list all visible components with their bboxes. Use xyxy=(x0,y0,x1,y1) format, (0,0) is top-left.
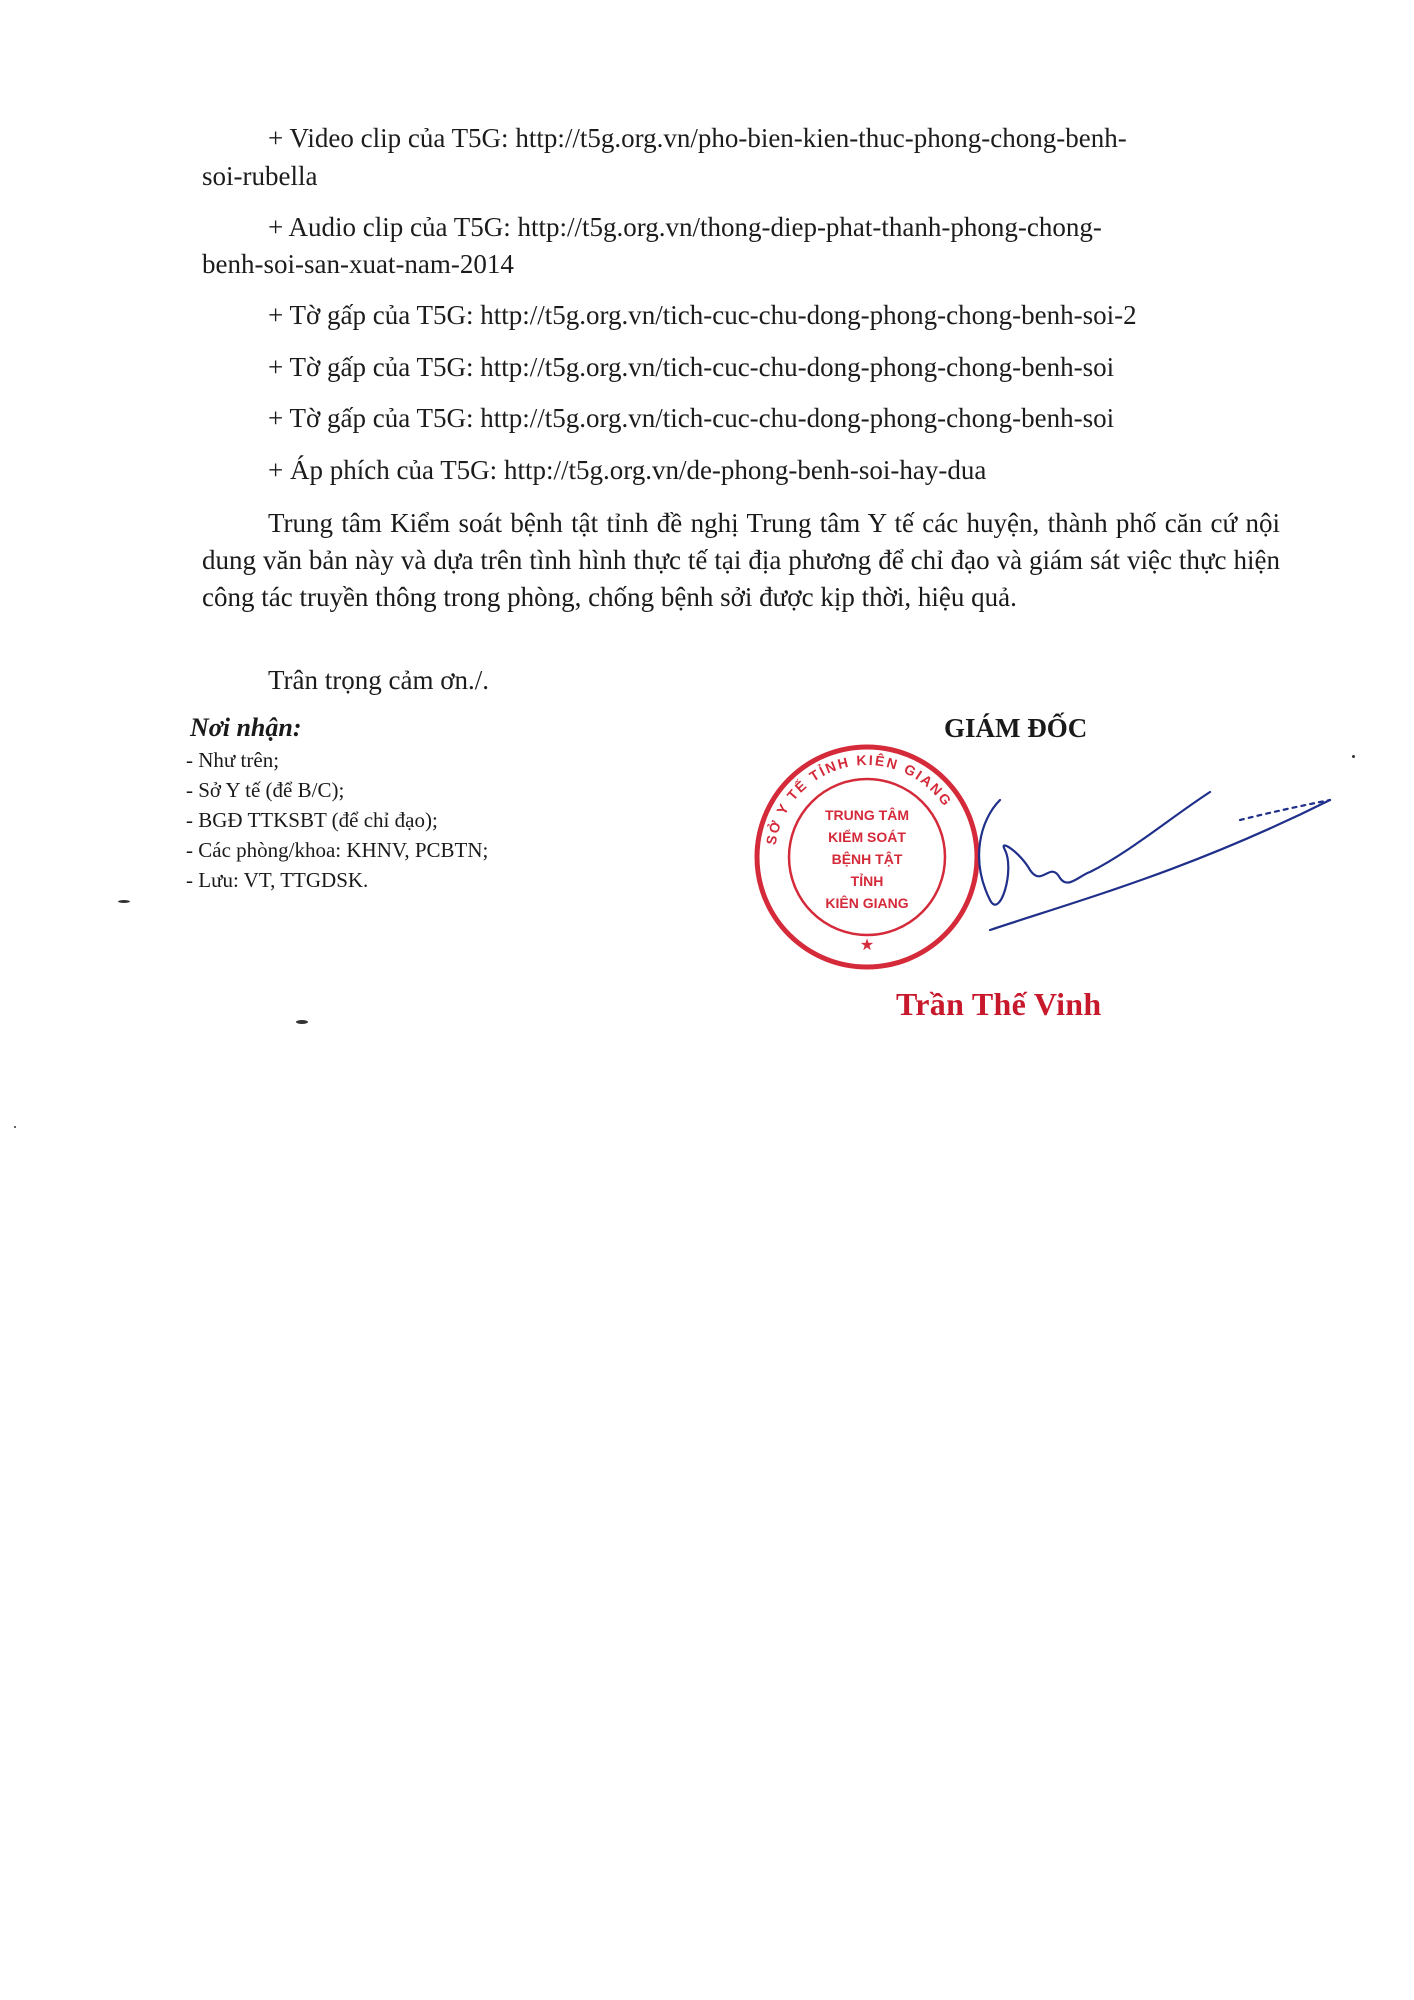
link-line-leaflet-3 xyxy=(268,401,1114,435)
link-url[interactable]: http://t5g.org.vn/thong-diep-phat-thanh-phong-chong- xyxy=(517,212,1102,242)
seal-line-5: KIÊN GIANG xyxy=(825,895,909,911)
scan-speck xyxy=(118,900,130,903)
link-line-audio-1 xyxy=(268,210,1102,244)
recipient-item: - Như trên; xyxy=(186,748,280,772)
seal-line-3: BỆNH TẬT xyxy=(831,851,903,867)
link-prefix: + Áp phích của T5G: xyxy=(268,455,504,485)
recipients-title: Nơi nhận: xyxy=(190,713,302,742)
scan-speck xyxy=(14,1126,16,1128)
recipients-list xyxy=(186,745,488,895)
handwritten-signature-icon xyxy=(960,760,1340,950)
link-prefix: + Tờ gấp của T5G: xyxy=(268,300,481,330)
link-line-poster xyxy=(268,453,986,487)
body-paragraph: Trung tâm Kiểm soát bệnh tật tỉnh đề nghị Trung tâm Y tế các huyện, thành phố căn cứ nội dung văn bản này và dựa trên tình hình thực tế tại địa phương để chỉ đạo và giám sát việc thực hiện công tác truyền thông trong phòng, chống bệnh sởi được kịp thời, hiệu quả. xyxy=(202,508,1280,612)
seal-line-4: TỈNH xyxy=(850,873,884,889)
link-line-video-1 xyxy=(268,121,1127,155)
scan-speck xyxy=(296,1020,308,1024)
scan-speck xyxy=(1352,755,1355,758)
seal-star-icon: ★ xyxy=(859,937,875,954)
official-seal-icon xyxy=(752,742,982,972)
seal-outer-text: SỞ Y TẾ TỈNH KIÊN GIANG xyxy=(762,751,956,847)
recipient-item: - BGĐ TTKSBT (để chỉ đạo); xyxy=(186,808,438,832)
recipient-item: - Các phòng/khoa: KHNV, PCBTN; xyxy=(186,838,489,862)
signature-title: GIÁM ĐỐC xyxy=(944,713,1088,743)
link-prefix: + Tờ gấp của T5G: xyxy=(268,403,481,433)
link-url[interactable]: http://t5g.org.vn/tich-cuc-chu-dong-phong-chong-benh-soi xyxy=(480,403,1115,433)
link-prefix: + Tờ gấp của T5G: xyxy=(268,352,481,382)
link-prefix: + Video clip của T5G: xyxy=(268,123,516,153)
link-url[interactable]: http://t5g.org.vn/tich-cuc-chu-dong-phong-chong-benh-soi-2 xyxy=(480,300,1137,330)
recipient-item: - Sở Y tế (để B/C); xyxy=(186,778,345,802)
link-url[interactable]: http://t5g.org.vn/de-phong-benh-soi-hay-dua xyxy=(503,455,987,485)
link-line-leaflet-2 xyxy=(268,350,1114,384)
link-url[interactable]: http://t5g.org.vn/tich-cuc-chu-dong-phong-chong-benh-soi xyxy=(480,352,1115,382)
closing-text: Trân trọng cảm ơn./. xyxy=(268,665,490,695)
link-line-leaflet-1 xyxy=(268,298,1137,332)
seal-line-1: TRUNG TÂM xyxy=(825,807,909,823)
link-line-video-2[interactable]: soi-rubella xyxy=(202,161,318,191)
signer-name: Trần Thế Vinh xyxy=(896,986,1102,1022)
link-line-audio-2[interactable]: benh-soi-san-xuat-nam-2014 xyxy=(202,249,514,279)
seal-line-2: KIỂM SOÁT xyxy=(828,829,906,845)
recipient-item: - Lưu: VT, TTGDSK. xyxy=(186,868,369,892)
link-prefix: + Audio clip của T5G: xyxy=(268,212,518,242)
link-url[interactable]: http://t5g.org.vn/pho-bien-kien-thuc-phong-chong-benh- xyxy=(515,123,1127,153)
